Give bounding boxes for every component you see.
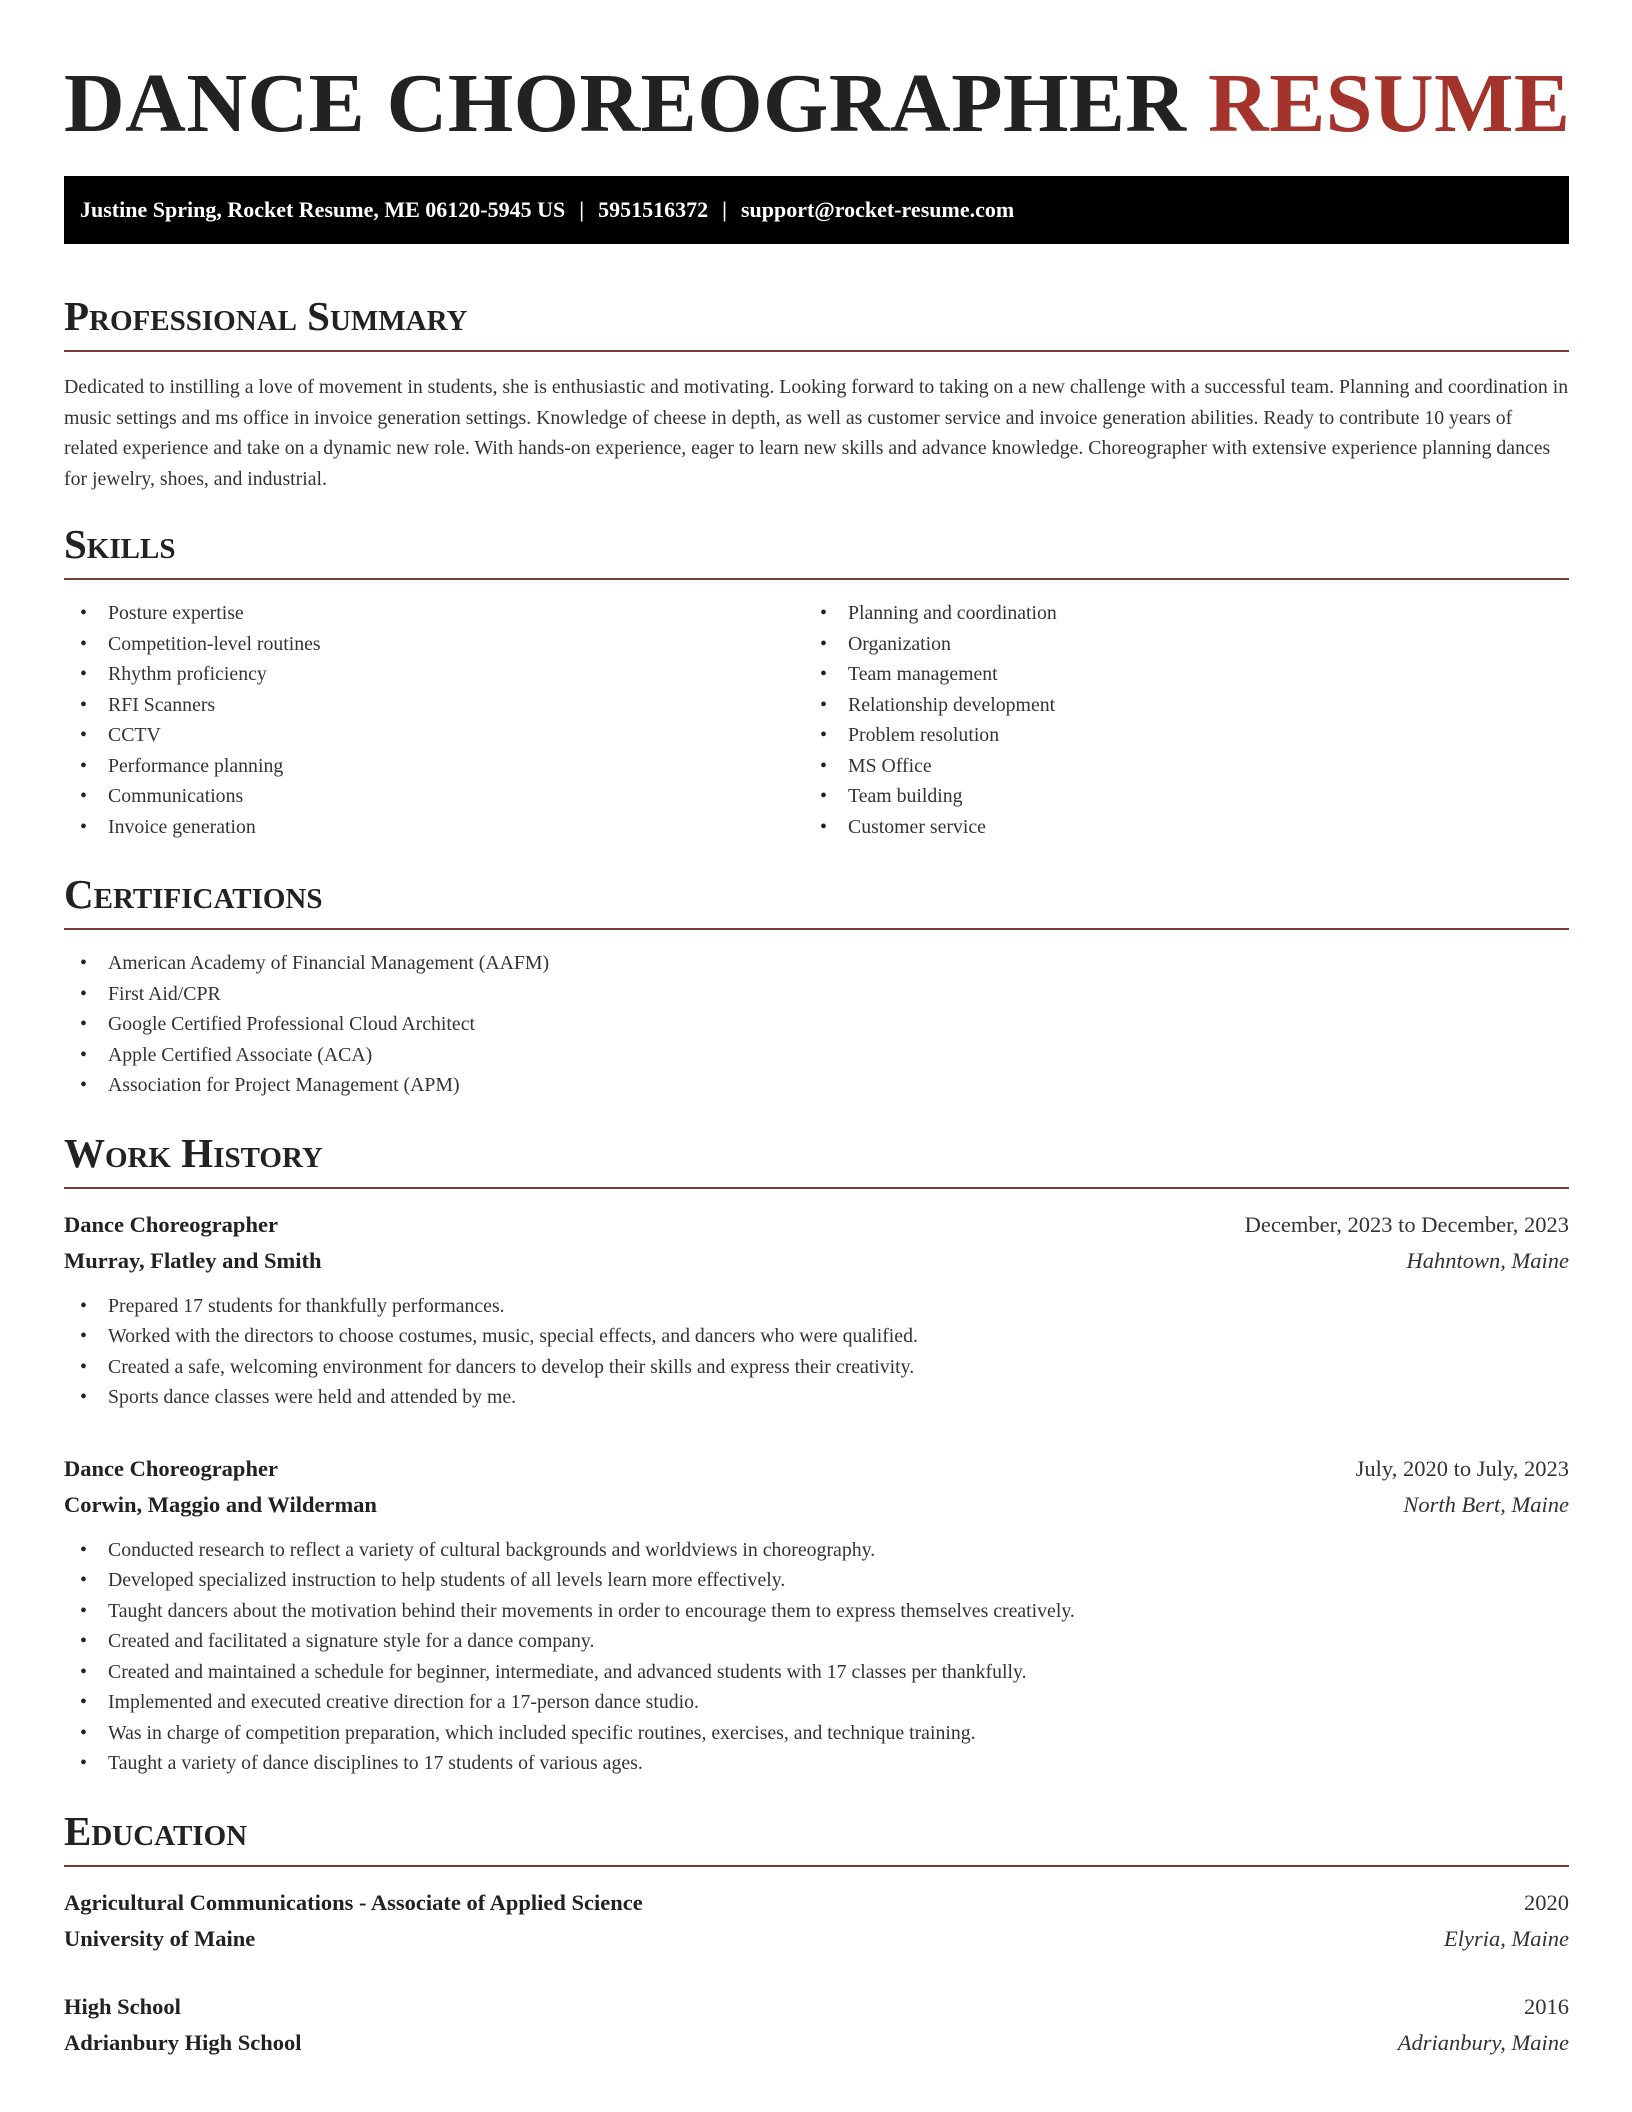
job-bullet: • Developed specialized instruction to help students of all levels learn more effectively. [64,1565,1569,1596]
contact-address: Justine Spring, Rocket Resume, ME 06120-5945 US [80,197,566,222]
job-entry [64,1451,1569,1779]
job-bullet: • Taught dancers about the motivation behind their movements in order to encourage them to express themselves creatively. [64,1596,1569,1627]
job-location: Hahntown, Maine [1406,1247,1569,1273]
skill-item: • Invoice generation [64,812,804,843]
job-bullet: • Created and facilitated a signature style for a dance company. [64,1626,1569,1657]
skill-item: • CCTV [64,720,804,751]
resume-title [64,0,1569,158]
skill-item: • Team management [804,659,1544,690]
education-entry [64,1885,1569,1957]
education-school: Adrianbury High School [64,2029,302,2055]
title-main: DANCE CHOREOGRAPHER [64,57,1187,150]
job-entry [64,1207,1569,1413]
skill-item: • Problem resolution [804,720,1544,751]
contact-bar [64,176,1569,244]
job-company-row [64,1243,1569,1279]
skill-item: • Performance planning [64,751,804,782]
skill-item: • Rhythm proficiency [64,659,804,690]
title-accent: RESUME [1208,57,1571,150]
skill-item: • Planning and coordination [804,598,1544,629]
education-location: Elyria, Maine [1444,1925,1569,1951]
skill-item: • Competition-level routines [64,629,804,660]
certification-item: • Association for Project Management (APM) [64,1070,1569,1101]
job-company: Murray, Flatley and Smith [64,1247,322,1273]
certifications-section [64,870,1569,1101]
section-divider [64,578,1569,580]
section-heading-summary: Professional Summary [64,293,468,339]
summary-section [64,292,1569,494]
section-heading-skills: Skills [64,521,176,567]
section-divider [64,1865,1569,1867]
certification-item: • Google Certified Professional Cloud Architect [64,1009,1569,1040]
education-entry [64,1989,1569,2061]
section-heading-education: Education [64,1807,248,1854]
job-dates: July, 2020 to July, 2023 [1355,1455,1569,1481]
job-title: Dance Choreographer [64,1455,278,1481]
section-divider [64,1187,1569,1189]
job-header-row [64,1207,1569,1243]
skill-item: • MS Office [804,751,1544,782]
skills-section [64,520,1569,842]
education-section [64,1807,1569,2061]
job-bullet: • Prepared 17 students for thankfully performances. [64,1291,1569,1322]
education-degree-row [64,1885,1569,1921]
skill-item: • Organization [804,629,1544,660]
work-history-section [64,1129,1569,1779]
education-school-row [64,2025,1569,2061]
resume-page [64,0,1569,2061]
skill-item: • RFI Scanners [64,690,804,721]
contact-email: support@rocket-resume.com [740,197,1015,222]
job-bullet: • Created and maintained a schedule for beginner, intermediate, and advanced students with 17 classes per thankfully. [64,1657,1569,1688]
certification-item: • First Aid/CPR [64,979,1569,1010]
skill-item: • Relationship development [804,690,1544,721]
education-year: 2016 [1524,1993,1569,2019]
job-company-row [64,1487,1569,1523]
summary-text: Dedicated to instilling a love of movement in students, she is enthusiastic and motivating. Looking forward to taking on a new challenge with a successful team. Planning and coordination in music settings and ms office in invoice generation settings. Knowledge of cheese in depth, as well as customer service and invoice generation abilities. Ready to contribute 10 years of related experience and take on a dynamic new role. With hands-on experience, eager to learn new skills and advance knowledge. Choreographer with extensive experience planning dances for jewelry, shoes, and industrial. [64,376,1569,490]
contact-separator: | [579,197,585,222]
education-location: Adrianbury, Maine [1397,2029,1569,2055]
education-school: University of Maine [64,1925,256,1951]
job-company: Corwin, Maggio and Wilderman [64,1491,377,1517]
skills-column-left [64,598,804,842]
job-location: North Bert, Maine [1403,1491,1569,1517]
job-bullet: • Sports dance classes were held and attended by me. [64,1382,1569,1413]
section-divider [64,350,1569,352]
section-heading-work-history: Work History [64,1129,323,1176]
job-bullet: • Was in charge of competition preparation, which included specific routines, exercises, and technique training. [64,1718,1569,1749]
skill-item: • Communications [64,781,804,812]
certification-item: • American Academy of Financial Management (AAFM) [64,948,1569,979]
job-header-row [64,1451,1569,1487]
education-degree: Agricultural Communications - Associate of Applied Science [64,1889,643,1915]
certification-item: • Apple Certified Associate (ACA) [64,1040,1569,1071]
job-bullet: • Conducted research to reflect a variety of cultural backgrounds and worldviews in choreography. [64,1535,1569,1566]
job-dates: December, 2023 to December, 2023 [1244,1211,1569,1237]
job-bullet: • Created a safe, welcoming environment for dancers to develop their skills and express their creativity. [64,1352,1569,1383]
skills-column-right [804,598,1544,842]
job-bullet: • Worked with the directors to choose costumes, music, special effects, and dancers who were qualified. [64,1321,1569,1352]
education-degree: High School [64,1993,181,2019]
skill-item: • Team building [804,781,1544,812]
education-school-row [64,1921,1569,1957]
section-divider [64,928,1569,930]
education-degree-row [64,1989,1569,2025]
education-year: 2020 [1524,1889,1569,1915]
job-bullet: • Implemented and executed creative direction for a 17-person dance studio. [64,1687,1569,1718]
skills-columns [64,598,1569,842]
contact-phone: 5951516372 [598,197,709,222]
contact-separator: | [722,197,727,222]
job-bullet: • Taught a variety of dance disciplines to 17 students of various ages. [64,1748,1569,1779]
skill-item: • Posture expertise [64,598,804,629]
skill-item: • Customer service [804,812,1544,843]
job-title: Dance Choreographer [64,1211,278,1237]
section-heading-certifications: Certifications [64,871,323,917]
